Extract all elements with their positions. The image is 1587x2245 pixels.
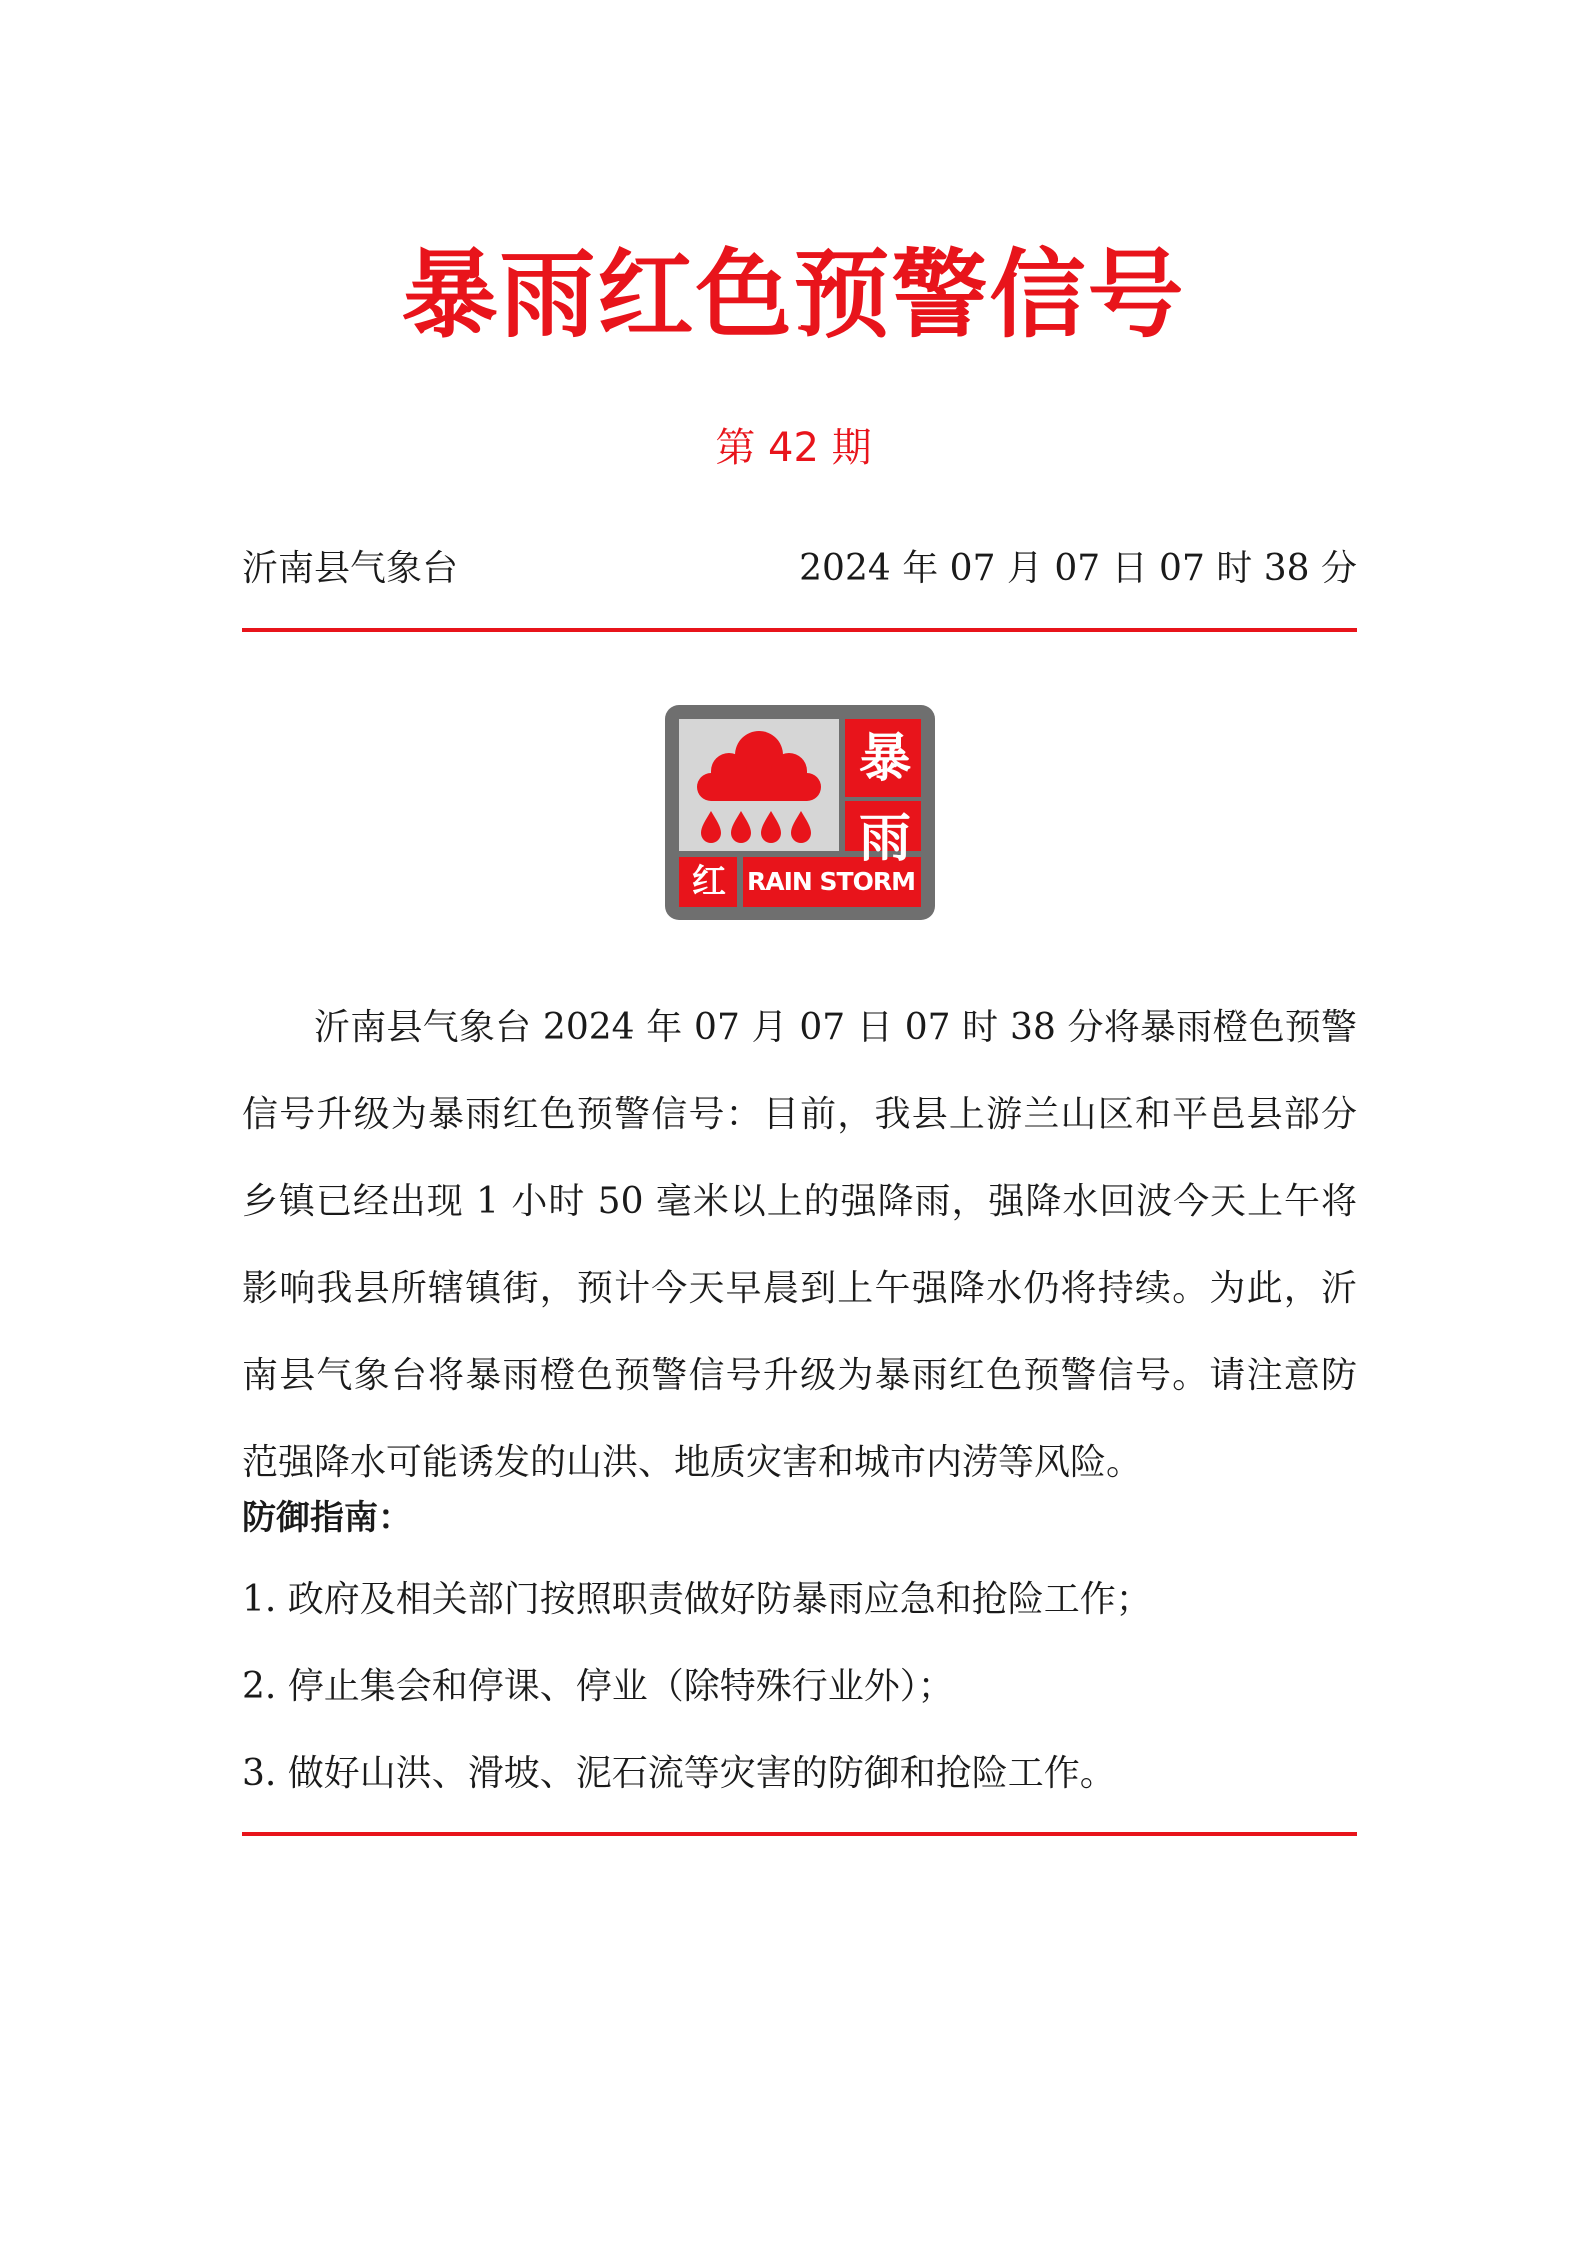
rainstorm-red-warning-icon <box>665 705 935 920</box>
guide-list <box>242 1570 1357 1831</box>
issuer-name: 沂南县气象台 <box>242 548 459 589</box>
top-divider <box>242 628 1357 632</box>
signal-level-label: 红 <box>692 862 726 902</box>
body-paragraph: 沂南县气象台 2024 年 07 月 07 日 07 时 38 分将暴雨橙色预警信号升级为暴雨红色预警信号：目前，我县上游兰山区和平邑县部分乡镇已经出现 1 小时 50 毫米以上的强降雨，强降水回波今天上午将影响我县所辖镇街，预计今天早晨到上午强降水仍将持续。为此，沂南县气象台将暴雨橙色预警信号升级为暴雨红色预警信号。请注意防范强降水可能诱发的山洪、地质灾害和城市内涝等风险。 <box>242 1007 1357 1483</box>
guide-item-2: 2. 停止集会和停课、停业（除特殊行业外）； <box>242 1666 954 1707</box>
guide-item-1: 1. 政府及相关部门按照职责做好防暴雨应急和抢险工作； <box>242 1579 1152 1620</box>
issue-number: 第 42 期 <box>715 425 872 471</box>
signal-english-label: RAIN STORM <box>747 867 915 896</box>
meta-row <box>242 540 1357 598</box>
issue-datetime: 2024 年 07 月 07 日 07 时 38 分 <box>799 548 1357 589</box>
bottom-divider <box>242 1832 1357 1836</box>
guide-item-3: 3. 做好山洪、滑坡、泥石流等灾害的防御和抢险工作。 <box>242 1753 1116 1794</box>
guide-heading: 防御指南： <box>242 1498 412 1538</box>
signal-char-bao: 暴 <box>858 729 911 789</box>
document-title: 暴雨红色预警信号 <box>401 239 1186 351</box>
signal-char-yu: 雨 <box>858 809 911 869</box>
